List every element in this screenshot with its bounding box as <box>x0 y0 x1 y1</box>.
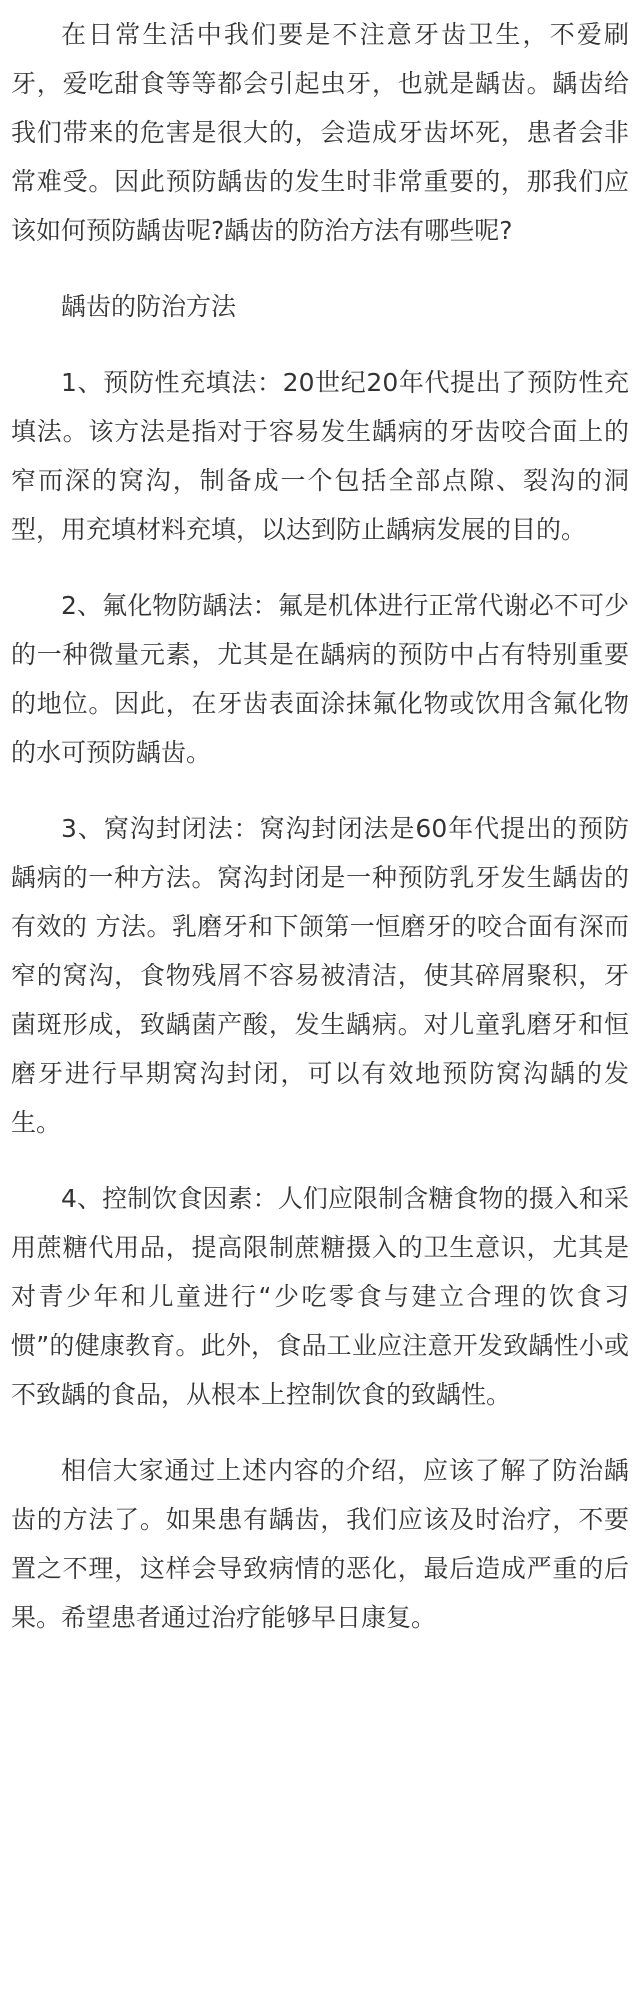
method-2-paragraph: 2、氟化物防龋法：氟是机体进行正常代谢必不可少的一种微量元素，尤其是在龋病的预防中占有特别重要的地位。因此，在牙齿表面涂抹氟化物或饮用含氟化物的水可预防龋齿。 <box>11 591 629 767</box>
method-4-paragraph: 4、控制饮食因素：人们应限制含糖食物的摄入和采用蔗糖代用品，提高限制蔗糖摄入的卫生意识，尤其是对青少年和儿童进行“少吃零食与建立合理的饮食习惯”的健康教育。此外，食品工业应注意开发致龋性小或不致龋的食品，从根本上控制饮食的致龋性。 <box>11 1184 629 1409</box>
intro-paragraph: 在日常生活中我们要是不注意牙齿卫生，不爱刷牙，爱吃甜食等等都会引起虫牙，也就是龋齿。龋齿给我们带来的危害是很大的，会造成牙齿坏死，患者会非常难受。因此预防龋齿的发生时非常重要的，那我们应该如何预防龋齿呢?龋齿的防治方法有哪些呢? <box>11 20 629 245</box>
section-heading: 龋齿的防治方法 <box>61 292 237 321</box>
method-1-paragraph: 1、预防性充填法：20世纪20年代提出了预防性充填法。该方法是指对于容易发生龋病的牙齿咬合面上的窄而深的窝沟，制备成一个包括全部点隙、裂沟的洞型，用充填材料充填，以达到防止龋病发展的目的。 <box>11 368 629 544</box>
method-3-paragraph: 3、窝沟封闭法：窝沟封闭法是60年代提出的预防龋病的一种方法。窝沟封闭是一种预防乳牙发生龋齿的有效的 方法。乳磨牙和下颌第一恒磨牙的咬合面有深而窄的窝沟，食物残屑不容易被清洁，使其碎屑聚积，牙菌斑形成，致龋菌产酸，发生龋病。对儿童乳磨牙和恒磨牙进行早期窝沟封闭，可以有效地预防窝沟龋的发生。 <box>11 814 629 1137</box>
conclusion-paragraph: 相信大家通过上述内容的介绍，应该了解了防治龋齿的方法了。如果患有龋齿，我们应该及时治疗，不要置之不理，这样会导致病情的恶化，最后造成严重的后果。希望患者通过治疗能够早日康复。 <box>11 1456 629 1632</box>
